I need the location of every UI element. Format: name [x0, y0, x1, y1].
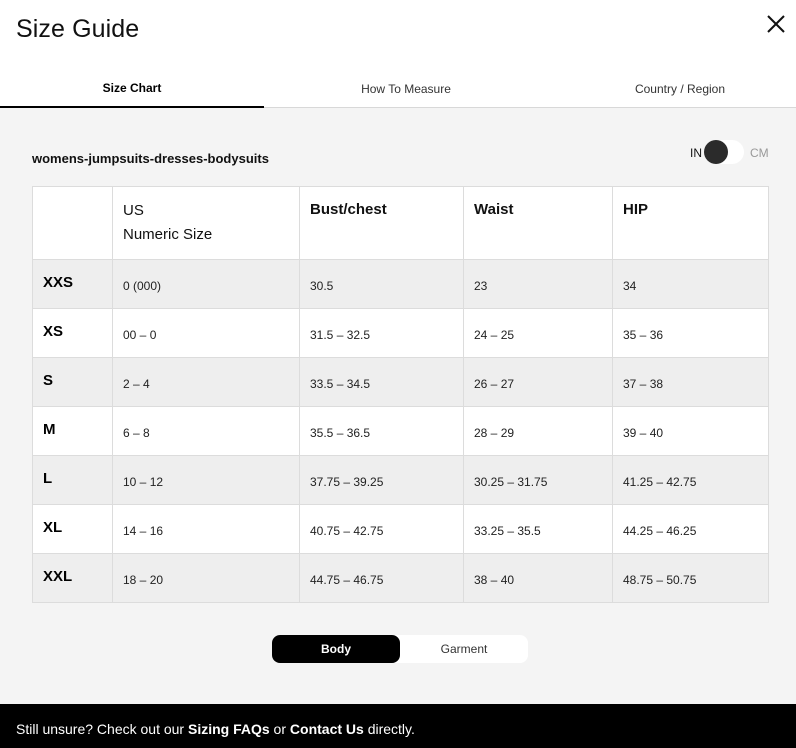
- sizing-faqs-link[interactable]: Sizing FAQs: [187, 721, 270, 737]
- header-us-numeric: [113, 187, 300, 260]
- bust-cell: 40.75 – 42.75: [300, 505, 464, 554]
- header-bust: Bust/chest: [300, 187, 464, 260]
- us-cell: 0 (000): [113, 260, 300, 309]
- waist-cell: 24 – 25: [464, 309, 613, 358]
- table-row: [33, 358, 769, 407]
- table-row: [33, 260, 769, 309]
- us-cell: 14 – 16: [113, 505, 300, 554]
- footer-message: [16, 721, 415, 737]
- tab-how-to-measure[interactable]: How To Measure: [361, 82, 451, 96]
- waist-cell: 33.25 – 35.5: [464, 505, 613, 554]
- table-row: [33, 456, 769, 505]
- size-table: [32, 186, 769, 603]
- table-row: [33, 505, 769, 554]
- waist-cell: 38 – 40: [464, 554, 613, 603]
- bust-cell: 44.75 – 46.75: [300, 554, 464, 603]
- us-cell: 10 – 12: [113, 456, 300, 505]
- footer-middle: or: [269, 721, 290, 737]
- tab-country-region[interactable]: Country / Region: [634, 82, 726, 96]
- us-cell: 6 – 8: [113, 407, 300, 456]
- us-cell: 2 – 4: [113, 358, 300, 407]
- unit-switch[interactable]: [704, 140, 744, 164]
- contact-us-link[interactable]: Contact Us: [289, 721, 364, 737]
- header-hip: HIP: [613, 187, 769, 260]
- hip-cell: 37 – 38: [613, 358, 769, 407]
- hip-cell: 48.75 – 50.75: [613, 554, 769, 603]
- header-us-line2: Numeric Size: [123, 226, 213, 243]
- category-title: womens-jumpsuits-dresses-bodysuits: [32, 151, 269, 166]
- bust-cell: 31.5 – 32.5: [300, 309, 464, 358]
- unit-label-cm: CM: [750, 146, 769, 160]
- us-cell: 00 – 0: [113, 309, 300, 358]
- header-us-line1: US: [123, 202, 144, 219]
- body-mode-button[interactable]: Body: [272, 635, 400, 663]
- header-size: [33, 187, 113, 260]
- tab-bar: [0, 62, 796, 108]
- table-row: [33, 554, 769, 603]
- size-chart-panel: [0, 108, 796, 704]
- hip-cell: 39 – 40: [613, 407, 769, 456]
- garment-mode-button[interactable]: Garment: [440, 642, 488, 656]
- bust-cell: 33.5 – 34.5: [300, 358, 464, 407]
- size-cell: L: [33, 456, 113, 505]
- hip-cell: 34: [613, 260, 769, 309]
- waist-cell: 26 – 27: [464, 358, 613, 407]
- footer-prefix: Still unsure? Check out our: [16, 721, 188, 737]
- modal-header: [0, 0, 796, 62]
- bust-cell: 30.5: [300, 260, 464, 309]
- waist-cell: 30.25 – 31.75: [464, 456, 613, 505]
- waist-cell: 28 – 29: [464, 407, 613, 456]
- table-row: [33, 309, 769, 358]
- size-cell: S: [33, 358, 113, 407]
- measurement-mode-toggle: [272, 635, 528, 663]
- bust-cell: 35.5 – 36.5: [300, 407, 464, 456]
- waist-cell: 23: [464, 260, 613, 309]
- hip-cell: 41.25 – 42.75: [613, 456, 769, 505]
- close-button[interactable]: [762, 10, 790, 38]
- footer-bar: [0, 704, 796, 748]
- header-waist: Waist: [464, 187, 613, 260]
- size-cell: XXL: [33, 554, 113, 603]
- hip-cell: 44.25 – 46.25: [613, 505, 769, 554]
- unit-switch-knob: [704, 140, 728, 164]
- size-cell: M: [33, 407, 113, 456]
- footer-suffix: directly.: [363, 721, 415, 737]
- size-cell: XL: [33, 505, 113, 554]
- close-icon: [762, 10, 790, 38]
- tab-size-chart[interactable]: Size Chart: [0, 62, 264, 108]
- hip-cell: 35 – 36: [613, 309, 769, 358]
- table-header-row: [33, 187, 769, 260]
- bust-cell: 37.75 – 39.25: [300, 456, 464, 505]
- us-cell: 18 – 20: [113, 554, 300, 603]
- size-cell: XS: [33, 309, 113, 358]
- unit-label-in: IN: [690, 146, 702, 160]
- page-title: Size Guide: [16, 15, 140, 43]
- table-row: [33, 407, 769, 456]
- size-cell: XXS: [33, 260, 113, 309]
